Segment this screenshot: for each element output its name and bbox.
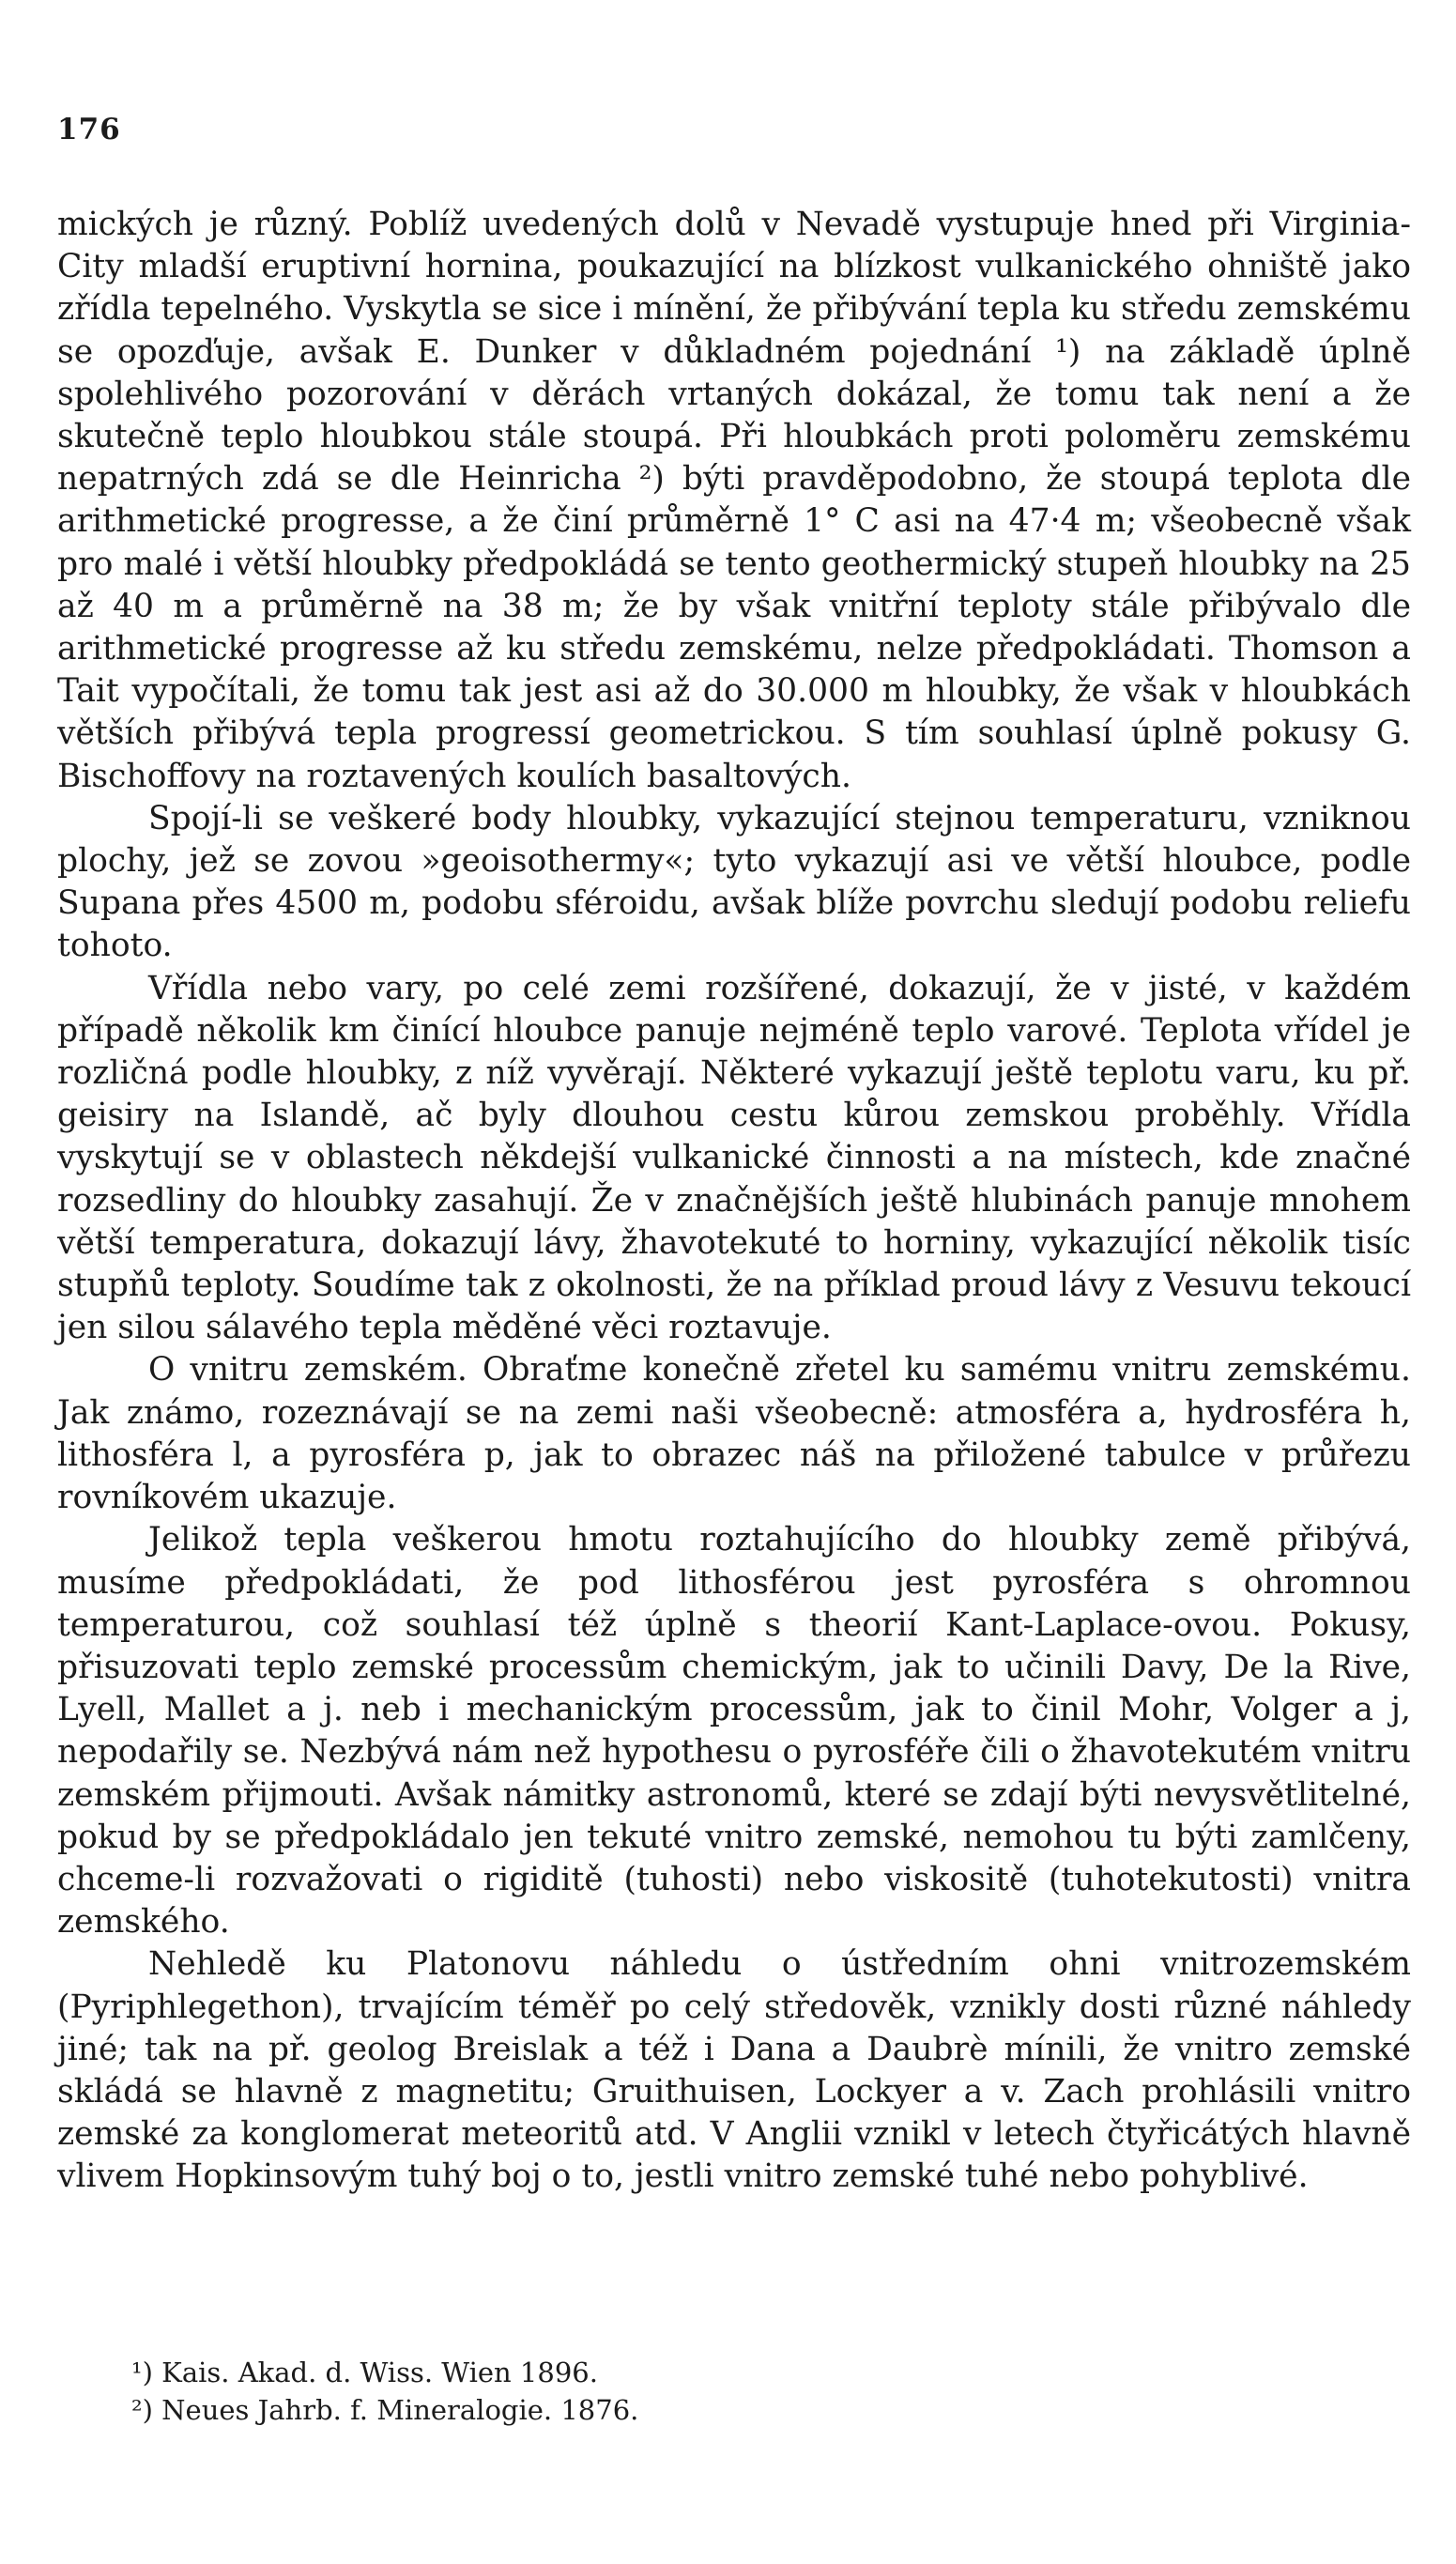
page-number: 176 bbox=[57, 113, 121, 146]
paragraph-o-vnitru-zemskem: O vnitru zemském. Obraťme konečně zřetel ku samému vnitru zemskému. Jak známo, rozeznávají se na zemi naši všeobecně: atmosféra a, hydrosféra h, lithosféra l, a pyrosféra p, jak to obrazec náš na přiložené tabulce v průřezu rovníkovém ukazuje. bbox=[57, 1351, 1411, 1517]
footnote-2: ²) Neues Jahrb. f. Mineralogie. 1876. bbox=[131, 2394, 639, 2426]
body-text bbox=[57, 204, 1411, 2199]
footnotes bbox=[131, 2354, 1352, 2429]
paragraph-nahledy: Nehledě ku Platonovu náhledu o ústředním ohni vnitrozemském (Pyriphlegethon), trvajícím téměř po celý středověk, vznikly dosti různé náhledy jiné; tak na př. geolog Breislak a též i Dana a Daubrè mínili, že vnitro zemské skládá se hlavně z magnetitu; Gruithuisen, Lockyer a v. Zach prohlásili vnitro zemské za konglomerat meteoritů atd. V Anglii vznikl v letech čtyřicátých hlavně vlivem Hopkinsovým tuhý boj o to, jestli vnitro zemské tuhé nebo pohyblivé. bbox=[57, 1945, 1411, 2196]
paragraph-continuation: mických je různý. Poblíž uvedených dolů v Nevadě vystupuje hned při Virginia-City mladší eruptivní hornina, poukazující na blízkost vulkanického ohniště jako zřídla tepelného. Vyskytla se sice i mínění, že přibývání tepla ku středu zemskému se opozďuje, avšak E. Dunker v důkladném pojednání ¹) na základě úplně spolehlivého pozorování v děrách vrtaných dokázal, že tomu tak není a že skutečně teplo hloubkou stále stoupá. Při hloubkách proti poloměru zemskému nepatrných zdá se dle Heinricha ²) býti pravděpodobno, že stoupá teplota dle arithmetické progresse, a že činí průměrně 1° C asi na 47·4 m; všeobecně však pro malé i větší hloubky předpokládá se tento geothermický stupeň hloubky na 25 až 40 m a průměrně na 38 m; že by však vnitřní teploty stále přibývalo dle arithmetické progresse až ku středu zemskému, nelze předpokládati. Thomson a Tait vypočítali, že tomu tak jest asi až do 30.000 m hloubky, že však v hloubkách větších přibývá tepla progressí geometrickou. S tím souhlasí úplně pokusy G. Bischoffovy na roztavených koulích basaltových. bbox=[57, 206, 1411, 795]
paragraph-vridla: Vřídla nebo vary, po celé zemi rozšířené, dokazují, že v jisté, v každém případě několik km činící hloubce panuje nejméně teplo varové. Teplota vřídel je rozličná podle hloubky, z níž vyvěrají. Některé vykazují ještě teplotu varu, ku př. geisiry na Islandě, ač byly dlouhou cestu kůrou zemskou proběhly. Vřídla vyskytují se v oblastech někdejší vulkanické činnosti a na místech, kde značné rozsedliny do hloubky zasahují. Že v značnějších ještě hlubinách panuje mnohem větší temperatura, dokazují lávy, žhavotekuté to horniny, vykazující několik tisíc stupňů teploty. Soudíme tak z okolnosti, že na příklad proud lávy z Vesuvu tekoucí jen silou sálavého tepla měděné věci roztavuje. bbox=[57, 969, 1411, 1347]
footnote-1: ¹) Kais. Akad. d. Wiss. Wien 1896. bbox=[131, 2357, 598, 2388]
paragraph-geoisothermy: Spojí-li se veškeré body hloubky, vykazující stejnou temperaturu, vzniknou plochy, jež se zovou »geoisothermy«; tyto vykazují asi ve větší hloubce, podle Supana přes 4500 m, podobu sféroidu, avšak blíže povrchu sledují podobu reliefu tohoto. bbox=[57, 799, 1411, 965]
paragraph-pyrosfera: Jelikož tepla veškerou hmotu roztahujícího do hloubky země přibývá, musíme předpokládati, že pod lithosférou jest pyrosféra s ohromnou temperaturou, což souhlasí též úplně s theorií Kant-Laplace-ovou. Pokusy, přisuzovati teplo zemské processům chemickým, jak to učinili Davy, De la Rive, Lyell, Mallet a j. neb i mechanickým processům, jak to činil Mohr, Volger a j, nepodařily se. Nezbývá nám než hypothesu o pyrosféře čili o žhavotekutém vnitru zemském přijmouti. Avšak námitky astronomů, které se zdají býti nevysvětlitelné, pokud by se předpokládalo jen tekuté vnitro zemské, nemohou tu býti zamlčeny, chceme-li rozvažovati o rigiditě (tuhosti) nebo viskositě (tuhotekutosti) vnitra zemského. bbox=[57, 1521, 1411, 1942]
